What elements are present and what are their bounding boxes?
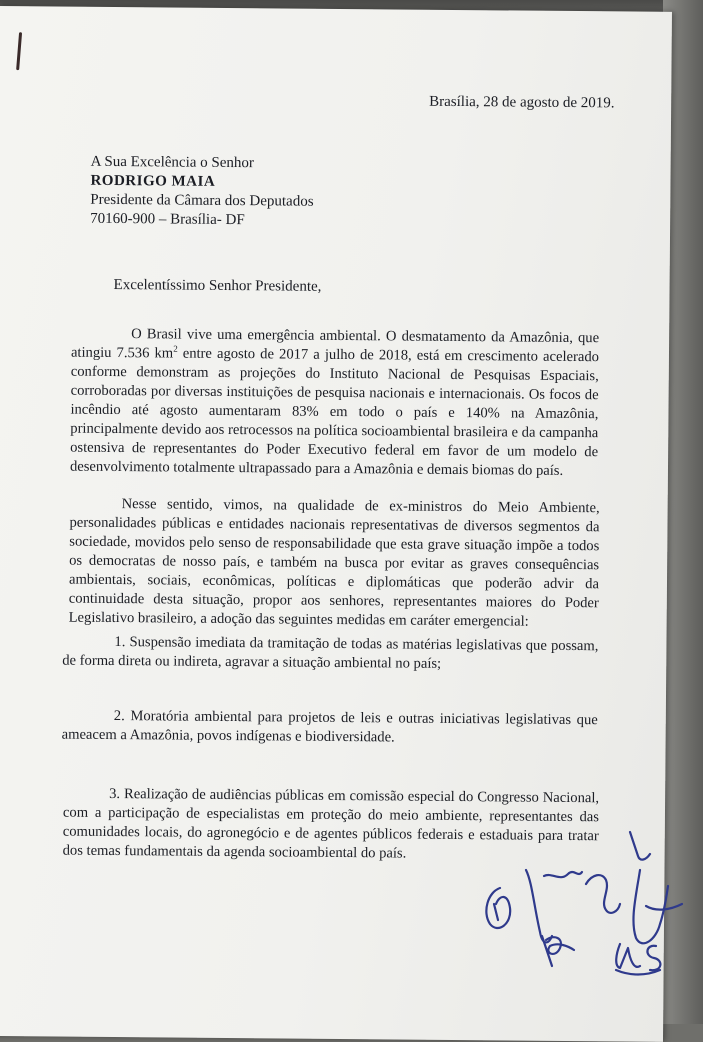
list-item-1: 1. Suspensão imediata da tramitação de todas as matérias legislativas que possam, de forma direta ou indireta, agravar a situação ambiental no país; xyxy=(62,634,599,672)
recipient-block xyxy=(90,153,314,231)
margin-pen-mark xyxy=(16,32,22,70)
letter-date: Brasília, 28 de agosto de 2019. xyxy=(429,93,615,112)
paragraph-1-start: O Brasil vive uma emergência ambiental. O desmatamento da Amazônia, que atingiu 7.536 km xyxy=(70,326,600,362)
signature-stroke xyxy=(486,888,510,928)
recipient-line: A Sua Excelência o Senhor xyxy=(90,153,255,172)
signature-stroke xyxy=(586,875,620,913)
signature-stroke xyxy=(630,832,650,860)
list-item-3: 3. Realização de audiências públicas em comissão especial do Congresso Nacional, com a participação de especialistas em proteção do meio ambiente, representantes das comunidades locais, do agronegócio e de agentes públicos federais e estaduais para tratar dos temas fundamentais da agenda socioambiental do país. xyxy=(62,785,600,862)
signature-stroke xyxy=(616,944,640,968)
area-superscript: 2 xyxy=(173,343,178,354)
signature-stroke xyxy=(526,870,552,942)
paragraph-1-rest: entre agosto de 2017 a julho de 2018, está em crescimento acelerado conforme demonstram as projeções do Instituto Nacional de Pesquisas Espaciais, corroboradas por diversas instituições de pesquisa nacionais e internacionais. Os focos de incêndio até agosto aumentaram 83% em todo o país e 140% na Amazônia, principalmente devido aos retrocessos na política socioambiental brasileira e da campanha ostensiva de representantes do Poder Executivo federal em favor de um modelo de desenvolvimento totalmente ultrapassado para a Amazônia e demais biomas do país. xyxy=(69,345,600,479)
salutation: Excelentíssimo Senhor Presidente, xyxy=(113,277,322,295)
recipient-name: RODRIGO MAIA xyxy=(90,172,216,190)
paragraph-2: Nesse sentido, vimos, na qualidade de ex-ministros do Meio Ambiente, personalidades públicas e entidades nacionais representativas de diversos segmentos da sociedade, movidos pelo senso de responsabilidade que esta grave situação impõe a todos os democratas de nosso país, e também na busca por evitar as graves consequências ambientais, sociais, econômicas, políticas e diplomáticas que poderão advir da continuidade desta situação, propor aos senhores, representantes maiores do Poder Legislativo brasileiro, a adoção das seguintes medidas em caráter emergencial: xyxy=(68,496,600,630)
list-item-2: 2. Moratória ambiental para projetos de leis e outras iniciativas legislativas que ameacem a Amazônia, povos indígenas e biodiversidade. xyxy=(61,708,598,746)
recipient-address: 70160-900 – Brasília- DF xyxy=(90,210,245,229)
signature-stroke xyxy=(633,870,668,943)
handwritten-signatures xyxy=(460,820,690,1020)
signature-stroke xyxy=(544,872,582,877)
signature-stroke xyxy=(647,946,660,970)
paragraph-1 xyxy=(70,325,599,482)
recipient-role: Presidente da Câmara dos Deputados xyxy=(90,191,314,210)
signature-stroke xyxy=(494,904,498,920)
